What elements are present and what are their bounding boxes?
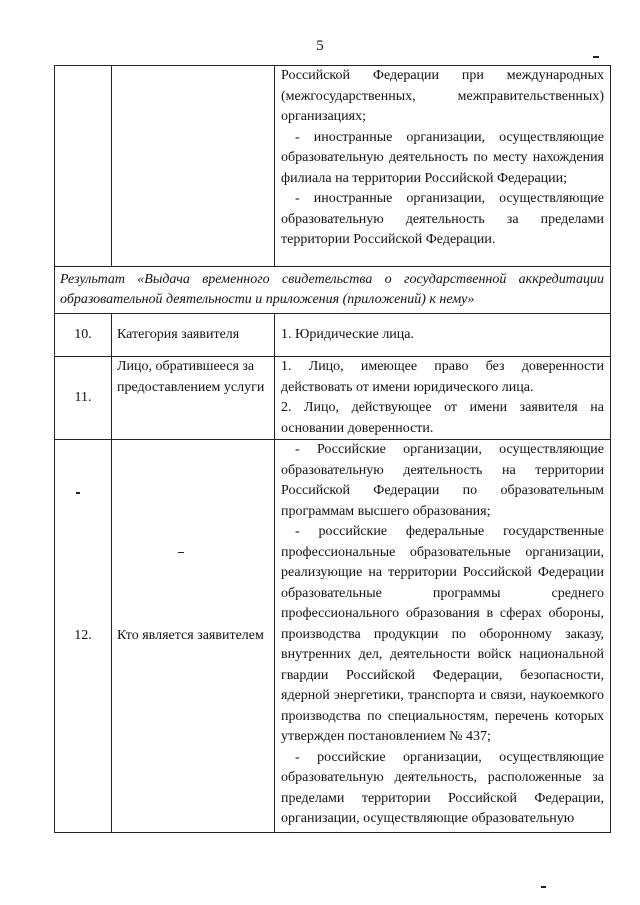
row-label: Лицо, обратившееся за предоставлением услуги	[117, 359, 265, 395]
row-number: 11.	[74, 389, 92, 405]
table-row	[55, 440, 611, 833]
paragraph: Российской Федерации при международных (межгосударственных, межправительственных) организациях;	[281, 68, 604, 124]
paragraph: - иностранные организации, осуществляющие образовательную деятельность по месту нахождения филиала на территории Российской Федерации;	[281, 129, 604, 186]
scan-speck	[76, 492, 80, 494]
paragraph: - Российские организации, осуществляющие образовательную деятельность на территории Российской Федерации по образовательным программам высшего образования;	[281, 442, 604, 519]
row-number-cell	[55, 66, 112, 267]
row-label-cell	[112, 314, 275, 357]
row-text-cell	[275, 357, 611, 440]
scan-speck	[178, 552, 184, 553]
row-label-cell	[112, 66, 275, 267]
scan-speck	[593, 56, 599, 58]
paragraph: - российские организации, осуществляющие образовательную деятельность, расположенные за пределами территории Российской Федерации, организации, осуществляющие образовательную	[281, 749, 604, 826]
row-text-cell	[275, 314, 611, 357]
row-label: Кто является заявителем	[117, 627, 264, 643]
row-text-cell	[275, 440, 611, 833]
paragraph: - иностранные организации, осуществляющие образовательную деятельность за пределами территории Российской Федерации.	[281, 191, 604, 247]
table-row	[55, 314, 611, 357]
row-number: 10.	[74, 326, 92, 342]
scan-speck	[541, 886, 546, 888]
row-number-cell	[55, 314, 112, 357]
table-row	[55, 66, 611, 267]
row-number-cell	[55, 357, 112, 440]
result-heading-row	[55, 267, 611, 314]
row-number-cell	[55, 440, 112, 833]
page-number: 5	[316, 38, 324, 54]
paragraph: 2. Лицо, действующее от имени заявителя на основании доверенности.	[281, 400, 604, 436]
row-label: Категория заявителя	[117, 326, 240, 342]
row-text-cell	[275, 66, 611, 267]
row-label-cell	[112, 357, 275, 440]
row-label-cell	[112, 440, 275, 833]
services-table	[54, 65, 611, 833]
table-row	[55, 357, 611, 440]
result-heading: Результат «Выдача временного свидетельства о государственной аккредитации образовательной деятельности и приложения (приложений) к нему»	[55, 267, 611, 314]
paragraph: 1. Лицо, имеющее право без доверенности действовать от имени юридического лица.	[281, 359, 604, 395]
paragraph: 1. Юридические лица.	[281, 326, 415, 342]
paragraph: - российские федеральные государственные профессиональные образовательные организации, реализующие на территории Российской Федерации образовательные программы среднего профессионального образования в сферах обороны, производства продукции по оборонному заказу, внутренних дел, деятельности войск национальной гвардии Российской Федерации, безопасности, ядерной энергетики, транспорта и связи, наукоемкого производства по специальностям, перечень которых утвержден постановлением № 437;	[281, 524, 604, 744]
row-number: 12.	[74, 627, 92, 643]
